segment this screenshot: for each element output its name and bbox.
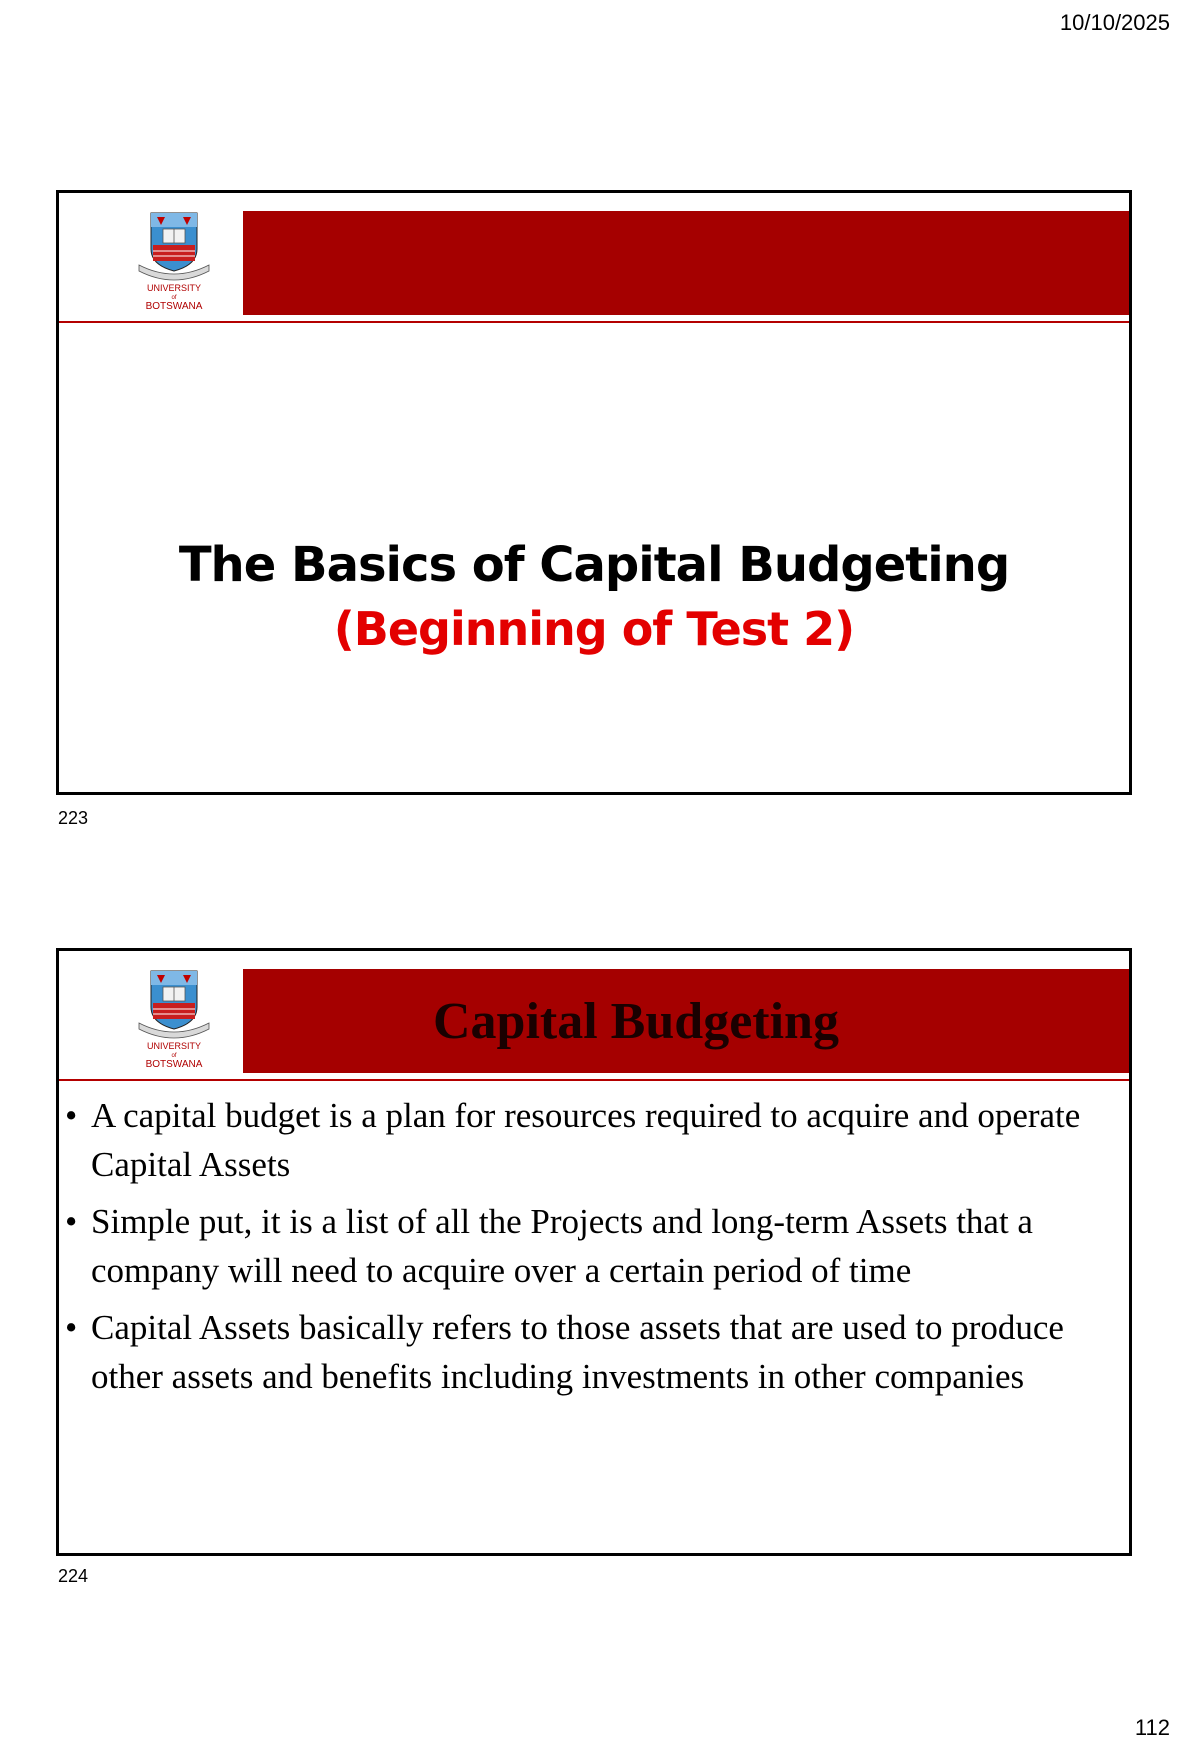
bullet-text: Capital Assets basically refers to those assets that are used to produce other assets and benefits including investments in other companies (91, 1308, 1064, 1396)
bullet-item (65, 1091, 1121, 1189)
slide-number: 223 (58, 808, 89, 828)
slide-number: 224 (58, 1566, 89, 1586)
bullet-item (65, 1303, 1121, 1401)
bullet-list (65, 1091, 1121, 1409)
header-band (243, 969, 1129, 1073)
bullet-dot-icon: • (65, 1202, 78, 1241)
slide-223 (56, 190, 1132, 795)
slide-224 (56, 948, 1132, 1556)
bullet-text: Simple put, it is a list of all the Projects and long-term Assets that a company will need to acquire over a certain period of time (91, 1202, 1033, 1290)
logo-line-2: of (171, 295, 177, 301)
university-crest-logo (109, 969, 239, 1075)
logo-line-2: of (171, 1053, 177, 1059)
bullet-dot-icon: • (65, 1308, 78, 1347)
bullet-dot-icon: • (65, 1096, 78, 1135)
title-block (59, 533, 1129, 661)
bullet-text: A capital budget is a plan for resources required to acquire and operate Capital Assets (91, 1096, 1081, 1184)
university-crest-logo (109, 211, 239, 317)
logo-line-3: BOTSWANA (145, 1059, 203, 1070)
bullet-item (65, 1197, 1121, 1295)
header-band (243, 211, 1129, 315)
page-date: 10/10/2025 (1059, 10, 1170, 35)
logo-line-1: UNIVERSITY (146, 283, 202, 293)
slide-title: The Basics of Capital Budgeting (178, 537, 1010, 593)
header-rule (59, 321, 1129, 323)
logo-line-3: BOTSWANA (145, 301, 203, 312)
slide-header (59, 951, 1129, 1081)
page-number: 112 (1134, 1715, 1170, 1740)
header-rule (59, 1079, 1129, 1081)
logo-line-1: UNIVERSITY (146, 1041, 202, 1051)
slide-subtitle: (Beginning of Test 2) (333, 602, 855, 656)
band-title: Capital Budgeting (433, 992, 839, 1050)
slide-header (59, 193, 1129, 323)
